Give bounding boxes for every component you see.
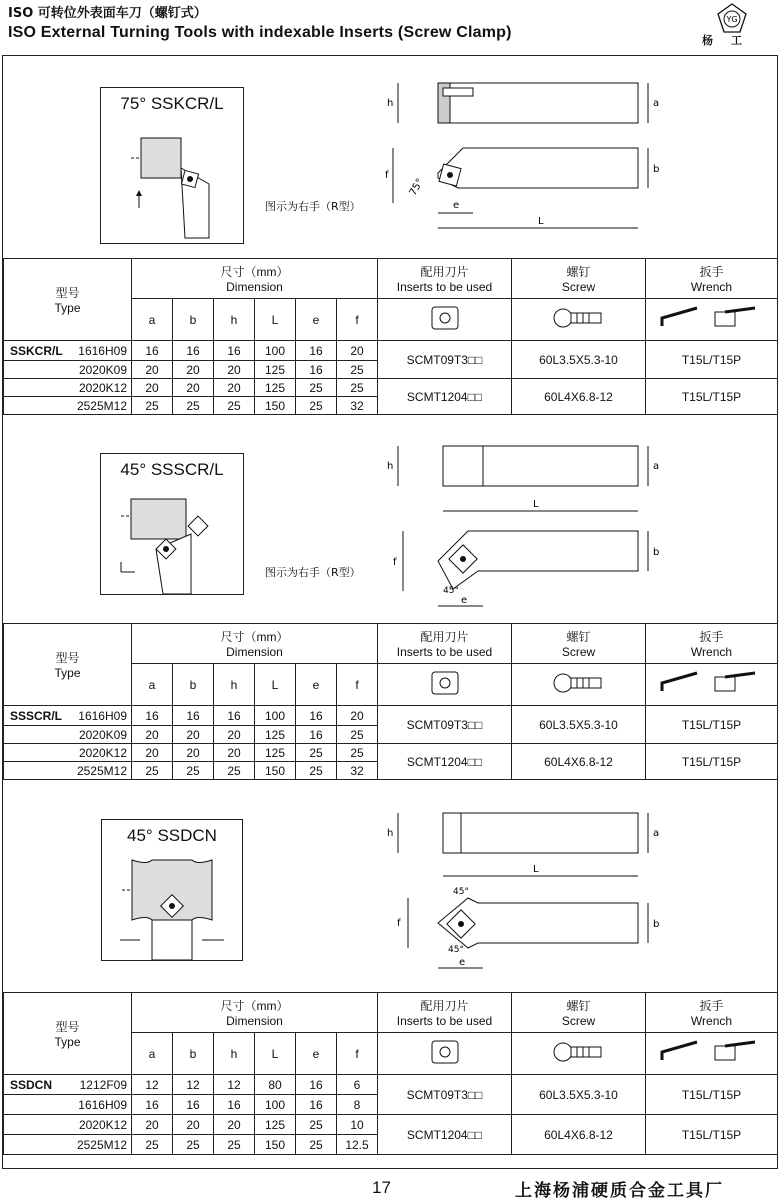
col-header: h xyxy=(214,664,255,706)
col-header: f xyxy=(337,1033,378,1075)
dim-label: 45° xyxy=(443,586,459,596)
table-cell: 80 xyxy=(255,1075,296,1095)
table-cell: 12.5 xyxy=(337,1135,378,1155)
wrench-code: T15L/T15P xyxy=(646,1115,778,1155)
table-cell: 25 xyxy=(173,762,214,780)
table-cell: 16 xyxy=(132,1095,173,1115)
table-cell: 16 xyxy=(296,1095,337,1115)
insert-code: SCMT09T3□□ xyxy=(378,706,512,744)
tool-insert-sketch xyxy=(101,454,243,594)
screw-code: 60L3.5X5.3-10 xyxy=(512,341,646,379)
table-row-label: 2020K09 xyxy=(4,726,132,744)
wrench-header: 扳手 Wrench xyxy=(646,624,778,664)
table-cell: 20 xyxy=(132,726,173,744)
dimension-header: 尺寸（mm） Dimension xyxy=(132,259,378,299)
col-header: a xyxy=(132,1033,173,1075)
dim-label: L xyxy=(533,864,539,875)
dim-label: f xyxy=(397,918,401,929)
model-diagram-box-2 xyxy=(100,453,244,595)
insert-code: SCMT09T3□□ xyxy=(378,1075,512,1115)
table-cell: 25 xyxy=(214,762,255,780)
tool-drawing-2 xyxy=(383,441,673,611)
table-cell: 25 xyxy=(337,726,378,744)
table-cell: 25 xyxy=(296,1135,337,1155)
screw-code: 60L4X6.8-12 xyxy=(512,744,646,780)
dim-label: L xyxy=(538,216,544,227)
model-title: 45° SSSCR/L xyxy=(120,460,224,479)
insert-code: SCMT09T3□□ xyxy=(378,341,512,379)
wrench-header: 扳手 Wrench xyxy=(646,259,778,299)
table-cell: 125 xyxy=(255,379,296,397)
table-cell: 125 xyxy=(255,726,296,744)
dim-label: e xyxy=(453,200,460,211)
screw-header: 螺钉 Screw xyxy=(512,259,646,299)
table-cell: 16 xyxy=(173,706,214,726)
logo-name: 杨工 xyxy=(702,34,760,47)
table-row-label: 2020K12 xyxy=(4,379,132,397)
table-cell: 16 xyxy=(214,1095,255,1115)
model-diagram-box-3 xyxy=(101,819,243,961)
insert-code: SCMT1204□□ xyxy=(378,379,512,415)
model-title: 45° SSDCN xyxy=(127,826,217,845)
table-cell: 12 xyxy=(173,1075,214,1095)
table-cell: 32 xyxy=(337,762,378,780)
table-cell: 20 xyxy=(214,379,255,397)
table-cell: 20 xyxy=(132,361,173,379)
table-cell: 25 xyxy=(296,379,337,397)
col-header: f xyxy=(337,299,378,341)
col-header: L xyxy=(255,299,296,341)
col-header: e xyxy=(296,1033,337,1075)
table-cell: 20 xyxy=(337,341,378,361)
table-cell: 25 xyxy=(214,1135,255,1155)
table-cell: 20 xyxy=(214,744,255,762)
screw-code: 60L4X6.8-12 xyxy=(512,1115,646,1155)
table-cell: 20 xyxy=(337,706,378,726)
dim-label: e xyxy=(459,957,466,968)
table-cell: 20 xyxy=(214,1115,255,1135)
spec-table-3 xyxy=(3,992,778,1155)
dim-label: h xyxy=(387,98,394,109)
logo-mark: YG xyxy=(726,15,738,24)
table-cell: 16 xyxy=(296,361,337,379)
col-header: b xyxy=(173,664,214,706)
table-row-label: 2525M12 xyxy=(4,1135,132,1155)
col-header: b xyxy=(173,1033,214,1075)
table-cell: 25 xyxy=(132,1135,173,1155)
tool-insert-sketch xyxy=(102,820,242,960)
table-cell: 8 xyxy=(337,1095,378,1115)
dim-label: b xyxy=(653,164,660,175)
screw-code: 60L4X6.8-12 xyxy=(512,379,646,415)
spec-table-1 xyxy=(3,258,778,415)
table-cell: 20 xyxy=(173,1115,214,1135)
table-cell: 125 xyxy=(255,744,296,762)
table-cell: 25 xyxy=(337,744,378,762)
table-cell: 25 xyxy=(132,397,173,415)
screw-icon xyxy=(512,664,646,706)
table-cell: 20 xyxy=(173,361,214,379)
insert-icon xyxy=(378,1033,512,1075)
inserts-header: 配用刀片 Inserts to be used xyxy=(378,624,512,664)
table-cell: 25 xyxy=(296,397,337,415)
wrench-code: T15L/T15P xyxy=(646,744,778,780)
dim-label: h xyxy=(387,461,394,472)
table-row-label: 2525M12 xyxy=(4,397,132,415)
table-cell: 16 xyxy=(173,341,214,361)
table-cell: 100 xyxy=(255,341,296,361)
table-cell: 10 xyxy=(337,1115,378,1135)
wrench-icon xyxy=(646,1033,778,1075)
table-cell: 32 xyxy=(337,397,378,415)
table-cell: 20 xyxy=(132,379,173,397)
screw-icon xyxy=(512,299,646,341)
table-cell: 16 xyxy=(214,706,255,726)
table-cell: 16 xyxy=(132,706,173,726)
hand-caption: 图示为右手（R型） xyxy=(265,200,361,213)
dim-label: a xyxy=(653,461,660,472)
col-header: a xyxy=(132,299,173,341)
table-cell: 20 xyxy=(132,1115,173,1135)
table-cell: 25 xyxy=(337,361,378,379)
table-row-label: 2020K12 xyxy=(4,1115,132,1135)
page-title-en: ISO External Turning Tools with indexable Inserts (Screw Clamp) xyxy=(8,24,512,41)
table-cell: 25 xyxy=(296,762,337,780)
catalog-frame xyxy=(2,55,778,1169)
table-row-label: SSSCR/L 1616H09 xyxy=(4,706,132,726)
type-header: 型号 Type xyxy=(4,259,132,341)
table-cell: 20 xyxy=(173,726,214,744)
table-cell: 16 xyxy=(132,341,173,361)
screw-code: 60L3.5X5.3-10 xyxy=(512,706,646,744)
table-cell: 16 xyxy=(296,341,337,361)
table-cell: 25 xyxy=(296,744,337,762)
hand-caption: 图示为右手（R型） xyxy=(265,566,361,579)
insert-code: SCMT1204□□ xyxy=(378,744,512,780)
col-header: L xyxy=(255,664,296,706)
table-cell: 100 xyxy=(255,1095,296,1115)
col-header: b xyxy=(173,299,214,341)
table-row-label: 1616H09 xyxy=(4,1095,132,1115)
table-cell: 20 xyxy=(173,379,214,397)
table-cell: 125 xyxy=(255,361,296,379)
tool-insert-sketch xyxy=(101,88,243,243)
page-number: 17 xyxy=(372,1178,391,1197)
col-header: L xyxy=(255,1033,296,1075)
screw-code: 60L3.5X5.3-10 xyxy=(512,1075,646,1115)
dim-label: b xyxy=(653,547,660,558)
dim-label: b xyxy=(653,919,660,930)
wrench-icon xyxy=(646,299,778,341)
table-row-label: SSDCN 1212F09 xyxy=(4,1075,132,1095)
table-cell: 16 xyxy=(296,706,337,726)
inserts-header: 配用刀片 Inserts to be used xyxy=(378,259,512,299)
spec-table-2 xyxy=(3,623,778,780)
table-row-label: 2525M12 xyxy=(4,762,132,780)
dim-label: a xyxy=(653,98,660,109)
dim-label: 45° xyxy=(453,887,469,897)
table-cell: 25 xyxy=(173,1135,214,1155)
insert-icon xyxy=(378,299,512,341)
wrench-icon xyxy=(646,664,778,706)
wrench-header: 扳手 Wrench xyxy=(646,993,778,1033)
table-row-label: 2020K12 xyxy=(4,744,132,762)
table-row-label: SSKCR/L 1616H09 xyxy=(4,341,132,361)
col-header: h xyxy=(214,299,255,341)
dim-label: e xyxy=(461,595,468,606)
wrench-code: T15L/T15P xyxy=(646,706,778,744)
dim-label: h xyxy=(387,828,394,839)
col-header: f xyxy=(337,664,378,706)
dimension-header: 尺寸（mm） Dimension xyxy=(132,624,378,664)
model-diagram-box-1 xyxy=(100,87,244,244)
table-cell: 16 xyxy=(173,1095,214,1115)
insert-code: SCMT1204□□ xyxy=(378,1115,512,1155)
table-cell: 20 xyxy=(132,744,173,762)
dim-label: f xyxy=(393,557,397,568)
wrench-code: T15L/T15P xyxy=(646,341,778,379)
table-cell: 25 xyxy=(132,762,173,780)
table-cell: 16 xyxy=(214,341,255,361)
col-header: h xyxy=(214,1033,255,1075)
table-cell: 150 xyxy=(255,762,296,780)
table-cell: 150 xyxy=(255,397,296,415)
dim-label: f xyxy=(385,170,389,181)
table-cell: 25 xyxy=(173,397,214,415)
screw-header: 螺钉 Screw xyxy=(512,624,646,664)
wrench-code: T15L/T15P xyxy=(646,379,778,415)
table-cell: 20 xyxy=(173,744,214,762)
dim-label: 45° xyxy=(448,945,464,955)
page-title-zh: ISO 可转位外表面车刀（螺钉式） xyxy=(8,6,207,21)
table-cell: 16 xyxy=(296,1075,337,1095)
inserts-header: 配用刀片 Inserts to be used xyxy=(378,993,512,1033)
table-cell: 150 xyxy=(255,1135,296,1155)
dim-label: L xyxy=(533,499,539,510)
tool-drawing-3 xyxy=(383,808,673,978)
dimension-header: 尺寸（mm） Dimension xyxy=(132,993,378,1033)
model-title: 75° SSKCR/L xyxy=(120,94,224,113)
table-cell: 12 xyxy=(132,1075,173,1095)
wrench-code: T15L/T15P xyxy=(646,1075,778,1115)
table-cell: 25 xyxy=(337,379,378,397)
table-cell: 25 xyxy=(214,397,255,415)
table-cell: 20 xyxy=(214,361,255,379)
type-header: 型号 Type xyxy=(4,624,132,706)
table-cell: 25 xyxy=(296,1115,337,1135)
col-header: a xyxy=(132,664,173,706)
col-header: e xyxy=(296,299,337,341)
table-row-label: 2020K09 xyxy=(4,361,132,379)
table-cell: 16 xyxy=(296,726,337,744)
dim-label: 75° xyxy=(407,176,427,198)
dim-label: a xyxy=(653,828,660,839)
table-cell: 100 xyxy=(255,706,296,726)
table-cell: 125 xyxy=(255,1115,296,1135)
table-cell: 6 xyxy=(337,1075,378,1095)
screw-header: 螺钉 Screw xyxy=(512,993,646,1033)
insert-icon xyxy=(378,664,512,706)
tool-drawing-1 xyxy=(383,78,673,268)
table-cell: 12 xyxy=(214,1075,255,1095)
table-cell: 20 xyxy=(214,726,255,744)
col-header: e xyxy=(296,664,337,706)
company-name: 上海杨浦硬质合金工具厂 xyxy=(515,1181,724,1201)
screw-icon xyxy=(512,1033,646,1075)
type-header: 型号 Type xyxy=(4,993,132,1075)
